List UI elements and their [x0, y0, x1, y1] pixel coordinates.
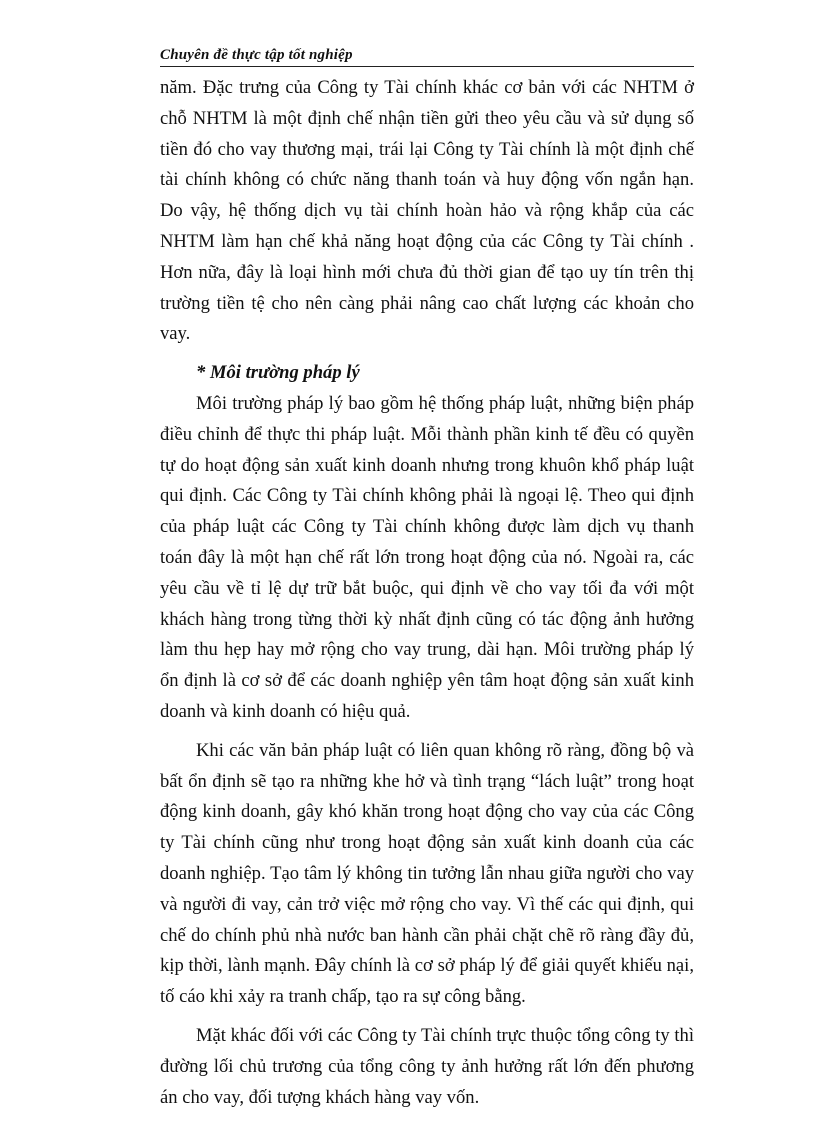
paragraph-2: Môi trường pháp lý bao gồm hệ thống pháp luật, những biện pháp điều chỉnh để thực thi pháp luật. Mỗi thành phần kinh tế đều có quyền tự do hoạt động sản xuất kinh doanh nhưng trong khuôn khổ pháp luật qui định. Các Công ty Tài chính không phải là ngoại lệ. Theo qui định của pháp luật các Công ty Tài chính không được làm dịch vụ thanh toán đây là một hạn chế rất lớn trong hoạt động của nó. Ngoài ra, các yêu cầu về tỉ lệ dự trữ bắt buộc, qui định về cho vay tối đa với một khách hàng trong từng thời kỳ nhất định cũng có tác động ảnh hưởng làm thu hẹp hay mở rộng cho vay trung, dài hạn. Môi trường pháp lý ổn định là cơ sở để các doanh nghiệp yên tâm hoạt động sản xuất kinh doanh và kinh doanh có hiệu quả. [160, 392, 694, 722]
document-body [160, 73, 694, 1113]
paragraph-3: Khi các văn bản pháp luật có liên quan không rõ ràng, đồng bộ và bất ổn định sẽ tạo ra những khe hở và tình trạng “lách luật” trong hoạt động kinh doanh, gây khó khăn trong hoạt động cho vay của các Công ty Tài chính cũng như trong hoạt động sản xuất kinh doanh của các doanh nghiệp. Tạo tâm lý không tin tưởng lẫn nhau giữa người cho vay và người đi vay, cản trở việc mở rộng cho vay. Vì thế các qui định, qui chế do chính phủ nhà nước ban hành cần phải chặt chẽ rõ ràng đầy đủ, kịp thời, lành mạnh. Đây chính là cơ sở pháp lý để giải quyết khiếu nại, tố cáo khi xảy ra tranh chấp, tạo ra sự công bằng. [160, 739, 694, 1008]
section-heading: * Môi trường pháp lý [196, 362, 360, 384]
page-header [160, 44, 694, 67]
header-title: Chuyên đề thực tập tốt nghiệp [160, 47, 353, 63]
paragraph-1: năm. Đặc trưng của Công ty Tài chính khác cơ bản với các NHTM ở chỗ NHTM là một định chế nhận tiền gửi theo yêu cầu và sử dụng số tiền đó cho vay thương mại, trái lại Công ty Tài chính là một định chế tài chính không có chức năng thanh toán và huy động vốn ngắn hạn. Do vậy, hệ thống dịch vụ tài chính hoàn hảo và rộng khắp của các NHTM làm hạn chế khả năng hoạt động của các Công ty Tài chính . Hơn nữa, đây là loại hình mới chưa đủ thời gian để tạo uy tín trên thị trường tiền tệ cho nên càng phải nâng cao chất lượng các khoản cho vay. [160, 77, 694, 345]
paragraph-4: Mặt khác đối với các Công ty Tài chính trực thuộc tổng công ty thì đường lối chủ trương của tổng công ty ảnh hưởng rất lớn đến phương án cho vay, đối tượng khách hàng vay vốn. [160, 1024, 694, 1108]
